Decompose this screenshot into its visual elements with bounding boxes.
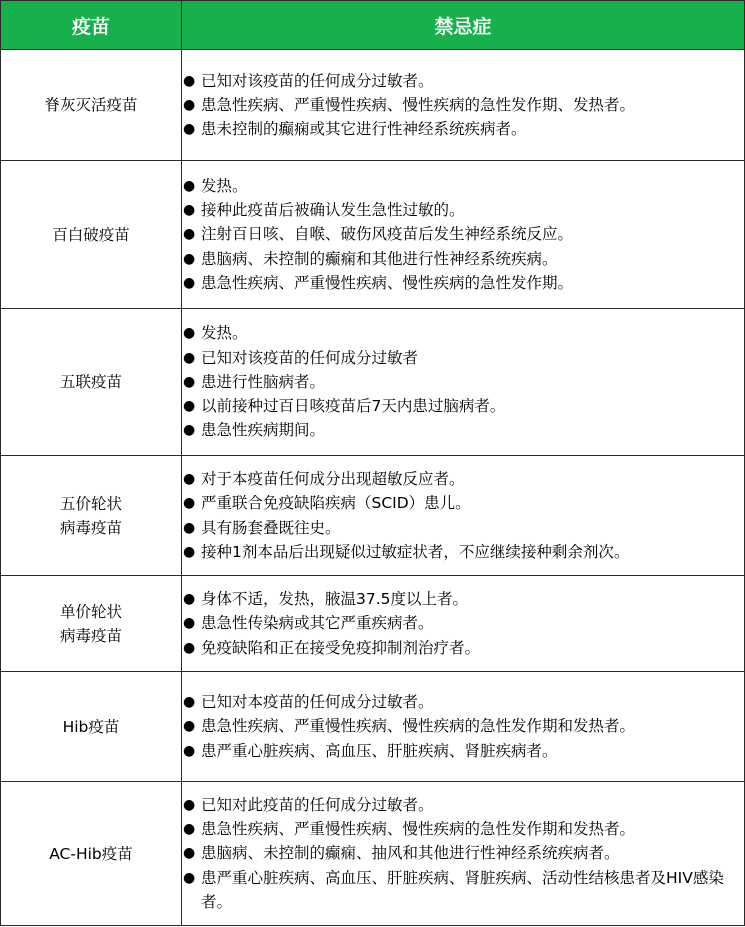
list-item: ● 患急性疾病、严重慢性疾病、慢性疾病的急性发作期和发热者。 bbox=[182, 714, 744, 738]
list-item: ● 患严重心脏疾病、高血压、肝脏疾病、肾脏疾病者。 bbox=[182, 739, 744, 763]
vaccine-name-cell bbox=[1, 456, 182, 576]
bullet-icon: ● bbox=[183, 591, 196, 608]
vaccine-name-cell bbox=[1, 672, 182, 782]
bullet-icon: ● bbox=[183, 796, 196, 813]
list-item: ● 身体不适，发热，腋温37.5度以上者。 bbox=[182, 587, 744, 611]
bullet-icon: ● bbox=[183, 845, 196, 862]
contraindication-list bbox=[182, 50, 745, 161]
bullet-icon: ● bbox=[183, 694, 196, 711]
vaccine-name: 单价轮状 bbox=[59, 602, 122, 621]
table-row bbox=[1, 309, 745, 456]
bullet-icon: ● bbox=[183, 274, 196, 291]
bullet-icon: ● bbox=[183, 349, 196, 366]
list-item: ● 患急性疾病、严重慢性疾病、慢性疾病的急性发作期、发热者。 bbox=[182, 93, 744, 117]
contraindication-list bbox=[182, 782, 745, 926]
bullet-icon: ● bbox=[183, 121, 196, 138]
vaccine-name-cell bbox=[1, 576, 182, 672]
list-item: ● 注射百日咳、自喉、破伤风疫苗后发生神经系统反应。 bbox=[182, 222, 744, 246]
vaccine-name: 五价轮状 bbox=[59, 494, 122, 513]
table-row bbox=[1, 782, 745, 926]
list-item: ● 已知对该疫苗的任何成分过敏者 bbox=[182, 346, 744, 370]
bullet-icon: ● bbox=[183, 250, 196, 267]
list-item: ● 发热。 bbox=[182, 321, 744, 345]
list-item: ● 发热。 bbox=[182, 174, 744, 198]
vaccine-name: 脊灰灭活疫苗 bbox=[44, 96, 138, 114]
list-item: ● 患急性传染病或其它严重疾病者。 bbox=[182, 611, 744, 635]
list-item: ● 患急性疾病、严重慢性疾病、慢性疾病的急性发作期和发热者。 bbox=[182, 817, 744, 841]
vaccine-name: 病毒疫苗 bbox=[59, 626, 122, 645]
bullet-icon: ● bbox=[183, 96, 196, 113]
table-row bbox=[1, 672, 745, 782]
bullet-icon: ● bbox=[183, 373, 196, 390]
vaccine-name-cell bbox=[1, 50, 182, 161]
list-item: ● 接种此疫苗后被确认发生急性过敏的。 bbox=[182, 198, 744, 222]
header-contraindications: 禁忌症 bbox=[182, 1, 745, 50]
list-item: ● 已知对此疫苗的任何成分过敏者。 bbox=[182, 793, 744, 817]
list-item: ● 患进行性脑病者。 bbox=[182, 370, 744, 394]
list-item: ● 对于本疫苗任何成分出现超敏反应者。 bbox=[182, 467, 744, 491]
contraindication-list bbox=[182, 161, 745, 309]
list-item: ● 患急性疾病、严重慢性疾病、慢性疾病的急性发作期。 bbox=[182, 271, 744, 295]
list-item: ● 患脑病、未控制的癫痫和其他进行性神经系统疾病。 bbox=[182, 247, 744, 271]
contraindication-list bbox=[182, 576, 745, 672]
bullet-icon: ● bbox=[183, 325, 196, 342]
bullet-icon: ● bbox=[183, 398, 196, 415]
list-item: ● 以前接种过百日咳疫苗后7天内患过脑病者。 bbox=[182, 394, 744, 418]
list-item: ● 免疫缺陷和正在接受免疫抑制剂治疗者。 bbox=[182, 636, 744, 660]
list-item: ● 具有肠套叠既往史。 bbox=[182, 516, 744, 540]
vaccine-name-cell bbox=[1, 161, 182, 309]
list-item: ● 严重联合免疫缺陷疾病（SCID）患儿。 bbox=[182, 491, 744, 515]
table-row bbox=[1, 50, 745, 161]
list-item: ● 已知对该疫苗的任何成分过敏者。 bbox=[182, 69, 744, 93]
vaccine-name: 百白破疫苗 bbox=[52, 225, 130, 244]
vaccine-name-cell bbox=[1, 782, 182, 926]
table-row bbox=[1, 456, 745, 576]
table-header-row bbox=[1, 1, 745, 50]
contraindication-list bbox=[182, 456, 745, 576]
list-item: ● 患严重心脏疾病、高血压、肝脏疾病、肾脏疾病、活动性结核患者及HIV感染者。 bbox=[182, 866, 744, 915]
bullet-icon: ● bbox=[183, 615, 196, 632]
header-vaccine: 疫苗 bbox=[1, 1, 182, 50]
vaccine-name: Hib疫苗 bbox=[62, 717, 120, 736]
vaccine-name-cell bbox=[1, 309, 182, 456]
bullet-icon: ● bbox=[183, 470, 196, 487]
bullet-icon: ● bbox=[183, 742, 196, 759]
bullet-icon: ● bbox=[183, 72, 196, 89]
table-row bbox=[1, 576, 745, 672]
list-item: ● 已知对本疫苗的任何成分过敏者。 bbox=[182, 690, 744, 714]
bullet-icon: ● bbox=[183, 202, 196, 219]
bullet-icon: ● bbox=[183, 519, 196, 536]
contraindication-list bbox=[182, 309, 745, 456]
bullet-icon: ● bbox=[183, 495, 196, 512]
bullet-icon: ● bbox=[183, 177, 196, 194]
contraindication-list bbox=[182, 672, 745, 782]
list-item: ● 接种1剂本品后出现疑似过敏症状者，不应继续接种剩余剂次。 bbox=[182, 540, 744, 564]
vaccine-name: 五联疫苗 bbox=[59, 373, 122, 391]
bullet-icon: ● bbox=[183, 821, 196, 838]
list-item: ● 患急性疾病期间。 bbox=[182, 418, 744, 442]
bullet-icon: ● bbox=[183, 226, 196, 243]
vaccine-name: 病毒疫苗 bbox=[59, 518, 122, 537]
vaccine-name: AC-Hib疫苗 bbox=[49, 844, 133, 863]
bullet-icon: ● bbox=[183, 869, 196, 886]
table-row bbox=[1, 161, 745, 309]
bullet-icon: ● bbox=[183, 718, 196, 735]
bullet-icon: ● bbox=[183, 543, 196, 560]
list-item: ● 患脑病、未控制的癫痫、抽风和其他进行性神经系统疾病者。 bbox=[182, 841, 744, 865]
list-item: ● 患未控制的癫痫或其它进行性神经系统疾病者。 bbox=[182, 117, 744, 141]
bullet-icon: ● bbox=[183, 639, 196, 656]
bullet-icon: ● bbox=[183, 422, 196, 439]
